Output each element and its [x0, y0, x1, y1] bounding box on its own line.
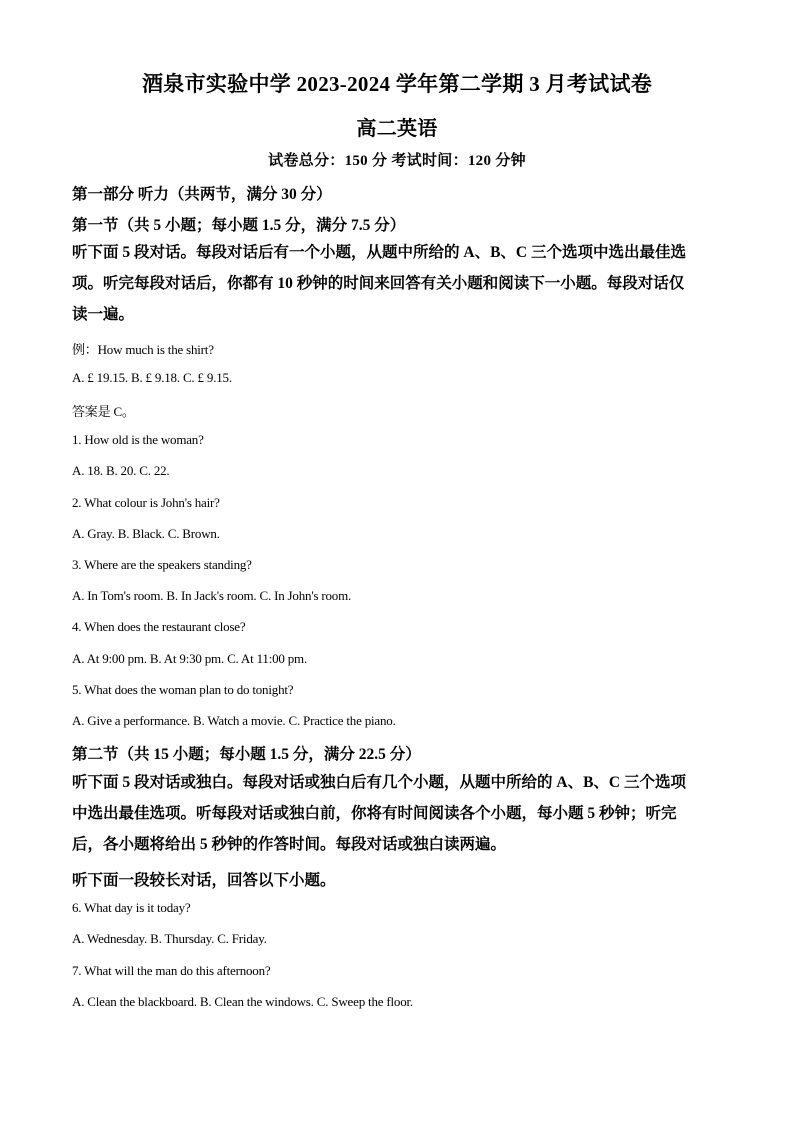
question-5: 5. What does the woman plan to do tonight?: [72, 682, 294, 697]
example-answer: 答案是 C。: [72, 404, 135, 419]
section2-instructions: [72, 767, 722, 860]
instruction-line: 听下面 5 段对话。每段对话后有一个小题，从题中所给的 A、B、C 三个选项中选出最佳选: [72, 244, 686, 261]
exam-info: 试卷总分：150 分 考试时间：120 分钟: [268, 153, 526, 169]
question-5-options: A. Give a performance. B. Watch a movie. C. Practice the piano.: [72, 713, 396, 728]
instruction-line: 后，各小题将给出 5 秒钟的作答时间。每段对话或独白读两遍。: [72, 836, 507, 853]
question-4: 4. When does the restaurant close?: [72, 619, 246, 634]
example-options: A. £ 19.15. B. £ 9.18. C. £ 9.15.: [72, 370, 232, 385]
instruction-line: 项。听完每段对话后，你都有 10 秒钟的时间来回答有关小题和阅读下一小题。每段对话仅: [72, 275, 685, 292]
question-3: 3. Where are the speakers standing?: [72, 557, 252, 572]
sub-instruction: 听下面一段较长对话，回答以下小题。: [72, 872, 336, 889]
question-2-options: A. Gray. B. Black. C. Brown.: [72, 526, 220, 541]
question-7: 7. What will the man do this afternoon?: [72, 963, 271, 978]
exam-title: 酒泉市实验中学 2023-2024 学年第二学期 3 月考试试卷: [141, 72, 653, 96]
instruction-line: 读一遍。: [72, 306, 135, 323]
subject-title: 高二英语: [356, 118, 438, 140]
question-1: 1. How old is the woman?: [72, 432, 204, 447]
instruction-line: 中选出最佳选项。听每段对话或独白前，你将有时间阅读各个小题，每小题 5 秒钟；听完: [72, 805, 677, 822]
section1-heading: 第一节（共 5 小题；每小题 1.5 分，满分 7.5 分）: [72, 217, 406, 234]
example-question: 例：How much is the shirt?: [72, 342, 214, 357]
part1-heading: 第一部分 听力（共两节，满分 30 分）: [72, 186, 332, 203]
question-6: 6. What day is it today?: [72, 900, 191, 915]
instruction-line: 听下面 5 段对话或独白。每段对话或独白后有几个小题，从题中所给的 A、B、C 三个选项: [72, 774, 686, 791]
question-6-options: A. Wednesday. B. Thursday. C. Friday.: [72, 931, 267, 946]
question-1-options: A. 18. B. 20. C. 22.: [72, 463, 170, 478]
question-7-options: A. Clean the blackboard. B. Clean the windows. C. Sweep the floor.: [72, 994, 413, 1009]
section1-instructions: [72, 237, 722, 330]
question-3-options: A. In Tom's room. B. In Jack's room. C. In John's room.: [72, 588, 352, 603]
question-2: 2. What colour is John's hair?: [72, 495, 220, 510]
section2-heading: 第二节（共 15 小题；每小题 1.5 分，满分 22.5 分）: [72, 746, 421, 763]
question-4-options: A. At 9:00 pm. B. At 9:30 pm. C. At 11:00 pm.: [72, 651, 308, 666]
